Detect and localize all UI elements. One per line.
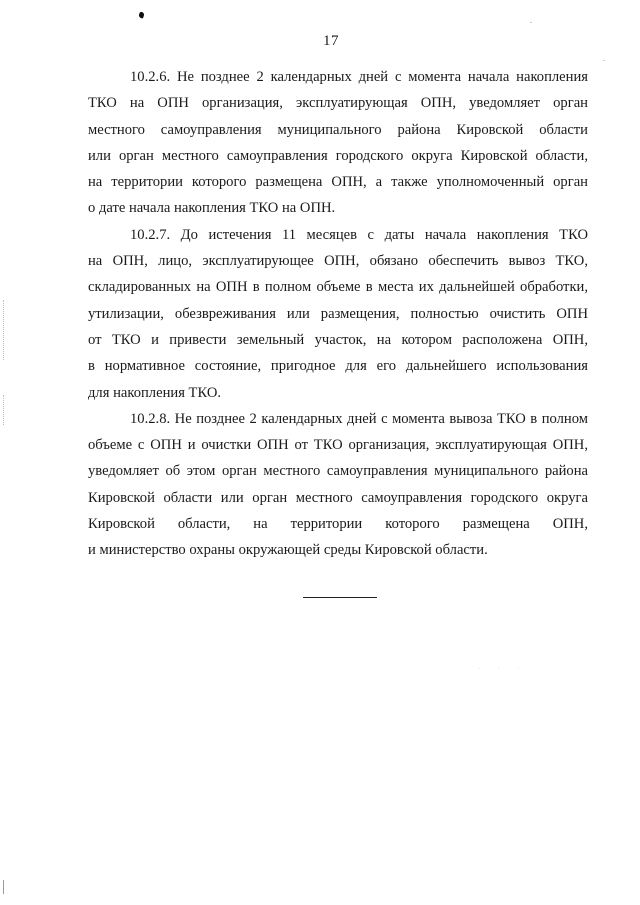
- text-line: Кировской области или орган местного самоуправления городского округа: [88, 489, 588, 506]
- page-number: 17: [323, 33, 339, 49]
- text-line: 10.2.6. Не позднее 2 календарных дней с момента начала накопления: [130, 69, 588, 85]
- scan-dust: [530, 22, 532, 23]
- text-line: 10.2.7. До истечения 11 месяцев с даты начала накопления ТКО: [130, 226, 588, 243]
- ink-speck-mark: [138, 11, 145, 18]
- text-line: объеме с ОПН и очистки ОПН от ТКО организация, эксплуатирующая ОПН,: [88, 437, 588, 454]
- text-line: ТКО на ОПН организация, эксплуатирующая ОПН, уведомляет орган: [88, 95, 588, 112]
- text-line: для накопления ТКО.: [88, 384, 222, 401]
- scan-dust: · · ·: [478, 666, 528, 673]
- document-body: [88, 64, 588, 564]
- text-line: на ОПН, лицо, эксплуатирующее ОПН, обязано обеспечить вывоз ТКО,: [88, 253, 588, 270]
- end-separator-line: [303, 597, 377, 598]
- paragraph-10-2-7: [88, 222, 588, 406]
- text-line: на территории которого размещена ОПН, а также уполномоченный орган: [88, 174, 588, 191]
- text-line: 10.2.8. Не позднее 2 календарных дней с момента вывоза ТКО в полном: [130, 410, 588, 427]
- text-line: или орган местного самоуправления городского округа Кировской области,: [88, 147, 588, 164]
- text-line: уведомляет об этом орган местного самоуправления муниципального района: [88, 463, 588, 480]
- scan-dust: [603, 60, 605, 61]
- text-line: местного самоуправления муниципального района Кировской области: [88, 121, 588, 138]
- scan-margin-mark: [3, 300, 5, 360]
- scan-margin-mark: [3, 395, 5, 425]
- scan-margin-mark: [3, 880, 5, 894]
- text-line: Кировской области, на территории которого размещена ОПН,: [88, 516, 588, 533]
- text-line: и министерство охраны окружающей среды Кировской области.: [88, 542, 488, 559]
- text-line: от ТКО и привести земельный участок, на котором расположена ОПН,: [88, 331, 588, 348]
- text-line: утилизации, обезвреживания или размещения, полностью очистить ОПН: [88, 305, 588, 322]
- text-line: в нормативное состояние, пригодное для его дальнейшего использования: [88, 358, 588, 375]
- text-line: складированных на ОПН в полном объеме в места их дальнейшей обработки,: [88, 279, 588, 296]
- paragraph-10-2-6: [88, 64, 588, 222]
- paragraph-10-2-8: [88, 406, 588, 564]
- text-line: о дате начала накопления ТКО на ОПН.: [88, 200, 336, 217]
